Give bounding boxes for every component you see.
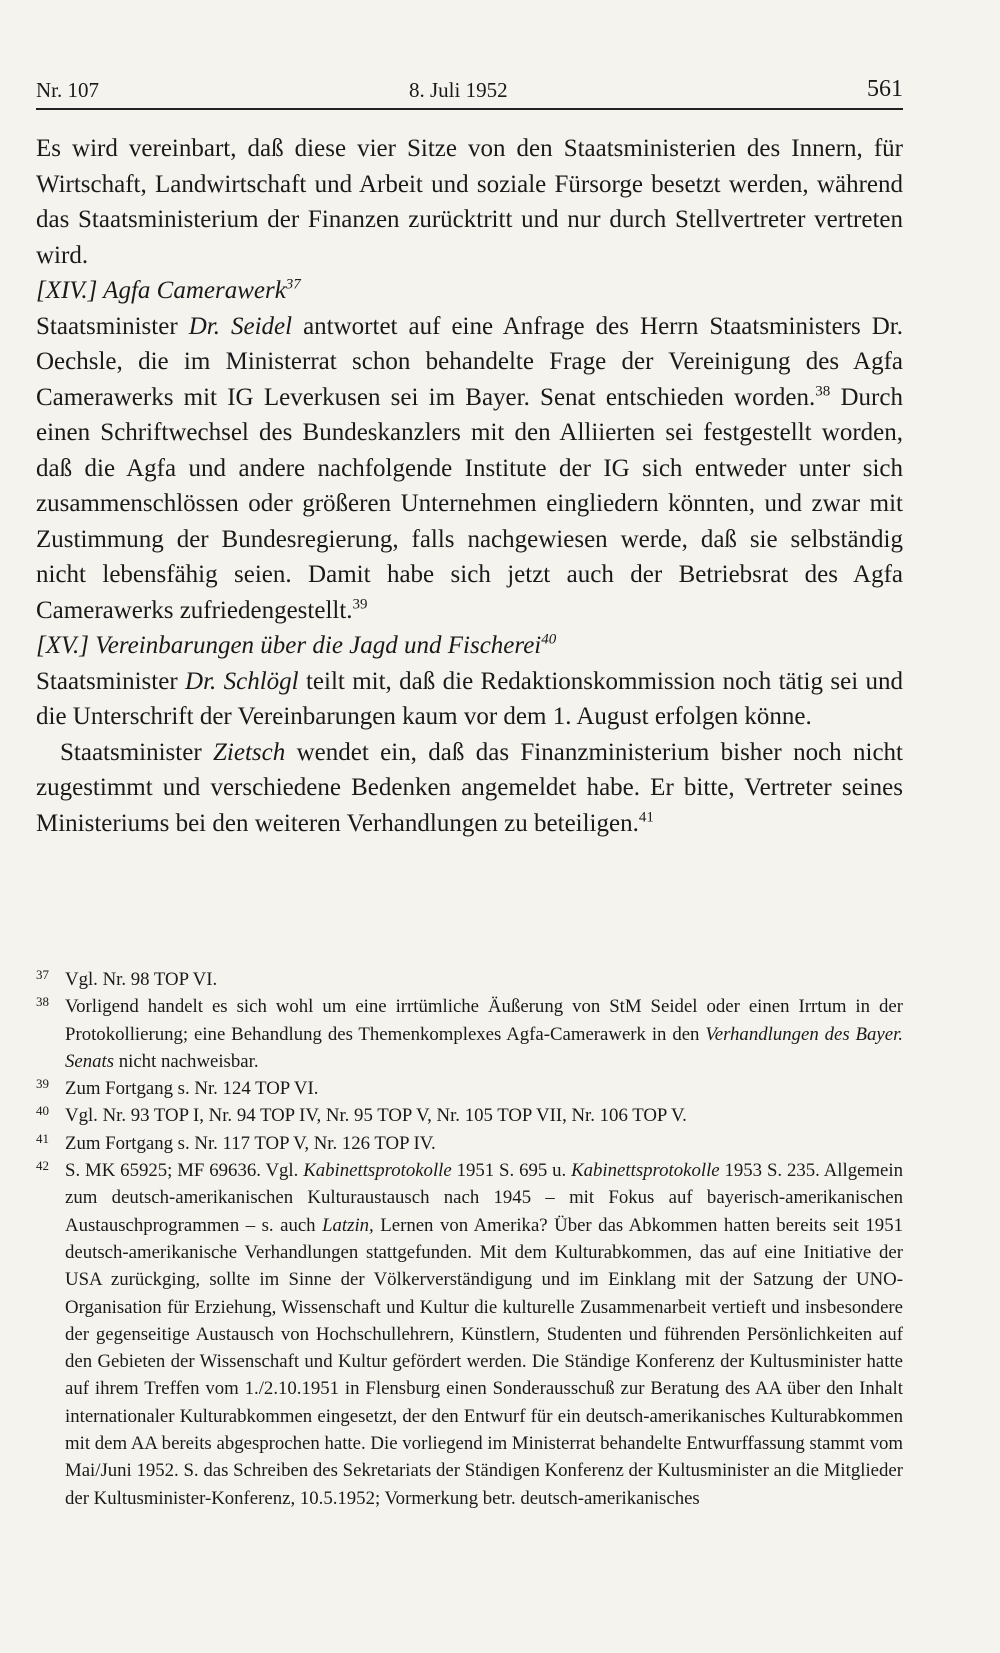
text-run: Staatsminister [36,312,189,340]
footnote-text: Zum Fortgang s. Nr. 117 TOP V, Nr. 126 TOP IV. [65,1132,436,1154]
text-run: Durch einen Schriftwechsel des Bundeskanzlers mit den Alliierten sei festgestellt worden, daß die Agfa und andere nachfolgende Institute der IG sich entweder unter sich zusammenschlössen oder größeren Unternehmen eingliedern könnten, und zwar mit Zustimmung der Bundesregierung, falls nachgewiesen werde, daß sie selbständig nicht lebensfähig seien. Damit habe sich jetzt auch der Betriebsrat des Agfa Camerawerks zufriedengestellt. [36,383,903,624]
section-tag: [XIV.] [36,277,98,304]
text-run: teilt mit, daß die Redaktionskommission noch tätig sei und die Unterschrift der Vereinbarungen kaum vor dem 1. August erfolgen könne. [36,667,903,730]
footnote-38 [36,993,903,1075]
footnote-ref[interactable]: 41 [638,809,654,826]
footnote-ref[interactable]: 37 [285,276,301,293]
minister-name: Dr. Schlögl [185,667,299,695]
footnote-text: Zum Fortgang s. Nr. 124 TOP VI. [65,1078,319,1100]
document-number: Nr. 107 [36,78,99,102]
footnote-number: 37 [36,967,49,982]
minister-name: Zietsch [213,738,286,766]
footnote-number: 42 [36,1158,49,1174]
footnote-citation-title: Kabinettsprotokolle [571,1160,720,1182]
section-tag: [XV.] [36,632,90,659]
text-run: wendet ein, daß das Finanzministerium bisher noch nicht zugestimmt und verschiedene Bedenken angemeldet habe. Er bitte, Vertreter seines Ministeriums bei den weiteren Verhandlungen zu beteiligen. [36,738,904,837]
paragraph-zietsch [36,735,903,842]
text-run: Staatsminister [60,738,214,766]
footnote-author: Latzin, [322,1214,374,1236]
section-heading-xv [36,628,903,664]
footnote-text: nicht nachweisbar. [114,1050,259,1072]
text-run: Staatsminister [36,667,186,695]
header-date: 8. Juli 1952 [409,78,508,102]
footnote-text: 1953 S. 235. Allgemein zum deutsch-amerikanischen Kulturaustausch nach 1945 – mit Fokus auf bayerisch-amerikanischen Austauschprogrammen – s. auch [65,1160,903,1236]
footnote-40 [36,1102,903,1129]
intro-paragraph: Es wird vereinbart, daß diese vier Sitze von den Staatsministerien des Innern, für Wirtschaft, Landwirtschaft und Arbeit und soziale Fürsorge besetzt werden, während das Staatsministerium der Finanzen zurücktritt und nur durch Stellvertreter vertreten wird. [36,135,903,269]
footnote-number: 38 [36,994,49,1010]
footnote-citation-title: Kabinettsprotokolle [303,1160,452,1182]
footnote-ref[interactable]: 39 [352,596,368,613]
footnote-number: 41 [36,1130,49,1146]
footnote-text: Vorligend handelt es sich wohl um eine irrtümliche Äußerung von StM Seidel oder einen Irrtum in der Protokollierung; eine Behandlung des Themenkomplexes Agfa-Camerawerk in den [65,996,903,1045]
footnote-text: 1951 S. 695 u. [451,1160,572,1182]
footnote-42 [36,1157,903,1512]
footnote-text: S. MK 65925; MF 69636. Vgl. [65,1160,304,1182]
footnotes [36,966,903,1512]
footnote-citation-title: Verhandlungen des Bayer. Senats [65,1023,903,1072]
footnote-39 [36,1075,903,1102]
section-title: Agfa Camerawerk [103,277,286,304]
footnote-ref[interactable]: 40 [541,631,557,648]
footnote-number: 40 [36,1103,49,1119]
footnote-number: 39 [36,1076,49,1092]
footnote-41 [36,1130,903,1157]
paragraph-seidel [36,309,903,629]
footnote-37 [36,966,903,993]
running-header [36,64,903,110]
text-run: antwortet auf eine Anfrage des Herrn Staatsministers Dr. Oechsle, die im Ministerrat schon behandelte Frage der Vereinigung des Agfa Camerawerks mit IG Leverkusen sei im Bayer. Senat entschieden worden. [36,312,903,411]
footnote-text: Lernen von Amerika? Über das Abkommen hatten bereits seit 1951 deutsch-amerikanische Verhandlungen stattgefunden. Mit dem Kulturabkommen, das auf eine Initiative der USA zurückging, sollte im Sinne der Völkerverständigung und im Einklang mit der Satzung der UNO-Organisation für Erziehung, Wissenschaft und Kultur die kulturelle Zusammenarbeit vertieft und insbesondere der gegenseitige Austausch von Hochschullehrern, Künstlern, Studenten und führenden Persönlichkeiten auf den Gebieten der Wissenschaft und Kultur gefördert werden. Die Ständige Konferenz der Kultusminister hatte auf ihrem Treffen vom 1./2.10.1951 in Flensburg einen Sonderausschuß zur Beratung des AA über den Inhalt internationaler Kulturabkommen eingesetzt, der den Entwurf für ein deutsch-amerikanisches Kulturabkommen mit dem AA bereits abgesprochen hatte. Die vorliegend im Ministerrat behandelte Entwurffassung stammt vom Mai/Juni 1952. S. das Schreiben des Sekretariats der Ständigen Konferenz der Kultusminister an die Mitglieder der Kultusminister-Konferenz, 10.5.1952; Vormerkung betr. deutsch-amerikanisches [65,1214,903,1509]
section-title: Vereinbarungen über die Jagd und Fischerei [95,632,542,659]
footnote-text: Vgl. Nr. 98 TOP VI. [65,969,218,990]
paragraph-schloegl [36,664,903,735]
page-number: 561 [867,76,903,102]
footnote-text: Vgl. Nr. 93 TOP I, Nr. 94 TOP IV, Nr. 95 TOP V, Nr. 105 TOP VII, Nr. 106 TOP V. [65,1105,687,1127]
section-heading-xiv [36,273,903,309]
main-text [36,131,903,841]
minister-name: Dr. Seidel [188,312,293,340]
footnote-ref[interactable]: 38 [815,383,831,400]
